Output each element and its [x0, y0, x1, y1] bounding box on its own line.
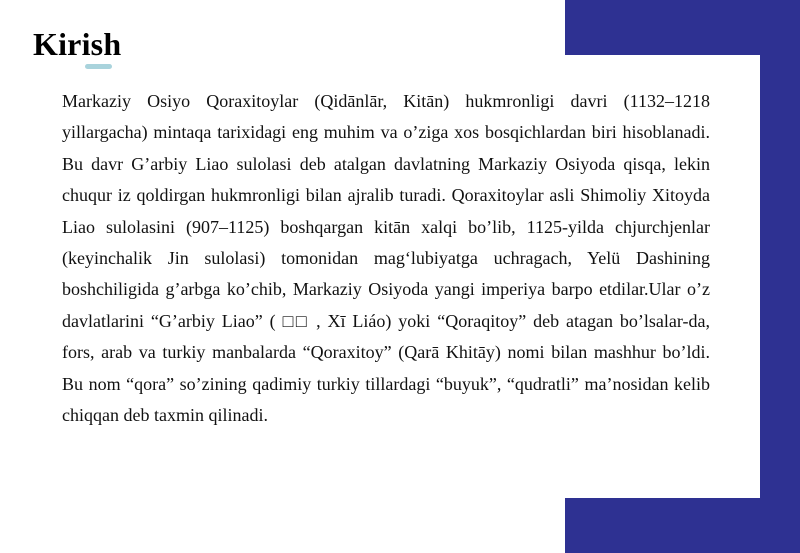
slide-title: Kirish: [33, 26, 122, 62]
title-underline-accent: [85, 64, 112, 69]
intro-paragraph: Markaziy Osiyo Qoraxitoylar (Qidānlār, Kitān) hukmronligi davri (1132–1218 yillargacha) mintaqa tarixidagi eng muhim va o’ziga xos bosqichlardan biri hisoblanadi. Bu davr G’arbiy Liao sulolasi deb atalgan davlatning Markaziy Osiyoda qisqa, lekin chuqur iz qoldirgan hukmronligi bilan ajralib turadi. Qoraxitoylar asli Shimoliy Xitoyda Liao sulolasini (907–1125) boshqargan kitān xalqi bo’lib, 1125-yilda chjurchjenlar (keyinchalik Jin sulolasi) tomonidan mag‘lubiyatga uchragach, Yelü Dashining boshchiligida g’arbga ko’chib, Markaziy Osiyoda yangi imperiya barpo etdilar.Ular o’z davlatlarini “G’arbiy Liao” ( □□ , Xī Liáo) yoki “Qoraqitoy” deb atagan bo’lsalar-da, fors, arab va turkiy manbalarda “Qoraxitoy” (Qarā Khitāy) nomi bilan mashhur bo’ldi. Bu nom “qora” so’zining qadimiy turkiy tillardagi “buyuk”, “qudratli” ma’nosidan kelib chiqqan deb taxmin qilinadi.: [62, 91, 710, 426]
